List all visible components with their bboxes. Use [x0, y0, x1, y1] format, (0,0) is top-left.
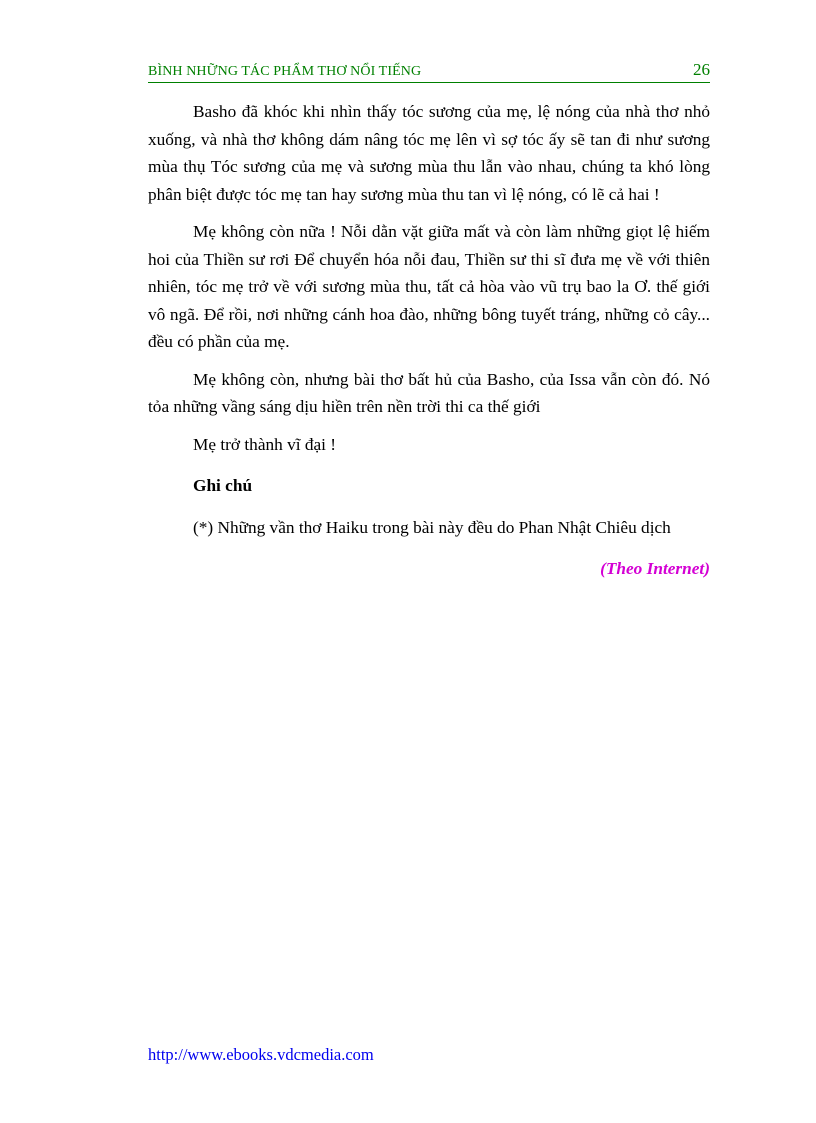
- page-number: 26: [693, 60, 710, 79]
- paragraph: Basho đã khóc khi nhìn thấy tóc sương của mẹ, lệ nóng của nhà thơ nhỏ xuống, và nhà thơ không dám nâng tóc mẹ lên vì sợ tóc ấy sẽ tan đi như sương mùa thụ Tóc sương của mẹ và sương mùa thu lẫn vào nhau, chúng ta khó lòng phân biệt được tóc mẹ tan hay sương mùa thu tan vì lệ nóng, có lẽ cả hai !: [148, 102, 710, 204]
- running-header: [148, 60, 710, 83]
- paragraph: Mẹ không còn nữa ! Nỗi dằn vặt giữa mất và còn làm những giọt lệ hiếm hoi của Thiền sư rơi Để chuyển hóa nỗi đau, Thiền sư thi sĩ đưa mẹ về với thiên nhiên, tóc mẹ trở về với sương mùa thu, tất cả hòa vào vũ trụ bao la Ơ. thế giới vô ngã. Để rồi, nơi những cánh hoa đào, những bông tuyết tráng, những cỏ cây... đều có phần của mẹ.: [148, 222, 710, 351]
- notes-heading: Ghi chú: [193, 476, 253, 495]
- header-title: BÌNH NHỮNG TÁC PHẨM THƠ NỔI TIẾNG: [148, 64, 422, 79]
- closing-line: Mẹ trở thành vĩ đại !: [193, 434, 337, 454]
- page-body: [148, 98, 710, 583]
- footer-link[interactable]: http://www.ebooks.vdcmedia.com: [148, 1045, 374, 1064]
- footnote: (*) Những vần thơ Haiku trong bài này đều do Phan Nhật Chiêu dịch: [193, 517, 671, 537]
- paragraph: Mẹ không còn, nhưng bài thơ bất hủ của Basho, của Issa vẫn còn đó. Nó tỏa những vầng sáng dịu hiền trên nền trời thi ca thế giới: [148, 369, 710, 416]
- source-attribution: (Theo Internet): [600, 559, 710, 578]
